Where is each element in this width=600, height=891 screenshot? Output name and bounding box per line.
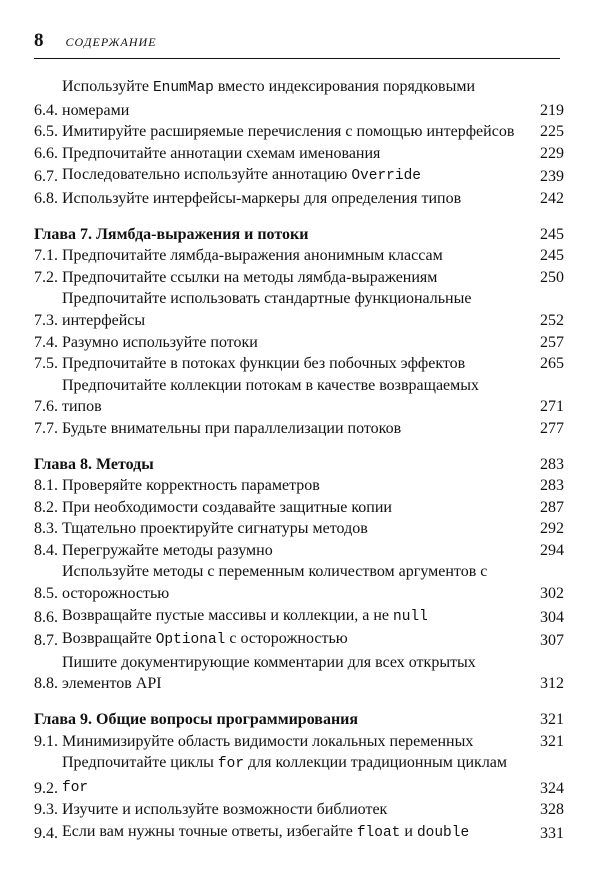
entry-title: Предпочитайте ссылки на методы лямбда-выражениям bbox=[62, 268, 438, 286]
toc-entry-6-4[interactable] bbox=[34, 76, 564, 121]
entry-title: Тщательно проектируйте сигнатуры методов bbox=[62, 520, 368, 538]
toc-entry-8-3[interactable] bbox=[34, 518, 564, 540]
code-term: EnumMap bbox=[152, 80, 214, 96]
entry-number: 9.2. bbox=[34, 779, 58, 797]
entry-title: Предпочитайте в потоках функции без побочных эффектов bbox=[62, 355, 466, 373]
entry-number: 7.4. bbox=[34, 333, 58, 351]
entry-title: Предпочитайте аннотации схемам именования bbox=[62, 144, 381, 162]
table-of-contents bbox=[34, 76, 564, 859]
entry-number: 9.1. bbox=[34, 732, 58, 750]
toc-entry-8-6[interactable] bbox=[34, 605, 564, 629]
entry-title: Минимизируйте область видимости локальных переменных bbox=[62, 732, 474, 750]
entry-page: 312 bbox=[540, 675, 564, 693]
toc-entry-8-8[interactable] bbox=[34, 652, 564, 695]
entry-title: Используйте методы с переменным количеством аргументов с осторожностью bbox=[62, 563, 488, 603]
entry-number: 8.6. bbox=[34, 608, 58, 626]
entry-title: Последовательно используйте аннотацию Override bbox=[62, 166, 421, 185]
toc-entry-9-2[interactable] bbox=[34, 752, 564, 799]
entry-title: Пишите документирующие комментарии для всех открытых элементов API bbox=[62, 653, 476, 693]
chapter-title: Глава 8. Методы bbox=[34, 455, 154, 473]
chapter-6-section bbox=[34, 76, 564, 210]
page-number: 8 bbox=[34, 30, 44, 51]
entry-page: 250 bbox=[540, 268, 564, 286]
toc-entry-6-6[interactable] bbox=[34, 143, 564, 165]
toc-entry-6-8[interactable] bbox=[34, 188, 564, 210]
toc-entry-8-2[interactable] bbox=[34, 497, 564, 519]
entry-page: 257 bbox=[540, 333, 564, 351]
entry-number: 7.7. bbox=[34, 419, 58, 437]
entry-title: Используйте интерфейсы-маркеры для определения типов bbox=[62, 189, 462, 207]
entry-title: Возвращайте Optional с осторожностью bbox=[62, 630, 348, 649]
chapter-page: 321 bbox=[540, 711, 564, 729]
entry-title: Изучите и используйте возможности библиотек bbox=[62, 801, 388, 819]
code-term: null bbox=[393, 608, 428, 625]
entry-title: Предпочитайте циклы for для коллекции традиционным циклам for bbox=[62, 754, 508, 796]
entry-page: 242 bbox=[540, 189, 564, 207]
entry-title: Разумно используйте потоки bbox=[62, 333, 258, 351]
header-rule bbox=[34, 58, 560, 59]
code-term: for bbox=[217, 756, 245, 773]
code-term: Override bbox=[351, 168, 421, 185]
entry-number: 6.7. bbox=[34, 168, 58, 186]
toc-entry-7-4[interactable] bbox=[34, 332, 564, 354]
entry-number: 7.2. bbox=[34, 268, 58, 286]
entry-title: Будьте внимательны при параллелизации потоков bbox=[62, 419, 402, 437]
code-term: double bbox=[416, 825, 470, 841]
entry-number: 8.5. bbox=[34, 585, 58, 603]
chapter-page: 245 bbox=[540, 225, 564, 243]
entry-number: 6.4. bbox=[34, 101, 58, 119]
entry-page: 277 bbox=[540, 419, 564, 437]
toc-entry-6-7[interactable] bbox=[34, 164, 564, 188]
entry-page: 304 bbox=[540, 608, 564, 626]
entry-page: 225 bbox=[540, 123, 564, 141]
entry-page: 283 bbox=[540, 477, 564, 495]
toc-entry-9-1[interactable] bbox=[34, 731, 564, 753]
toc-entry-7-2[interactable] bbox=[34, 267, 564, 289]
entry-number: 9.4. bbox=[34, 825, 58, 842]
entry-page: 239 bbox=[540, 168, 564, 186]
entry-title: Если вам нужны точные ответы, избегайте float и double bbox=[62, 823, 470, 841]
toc-entry-9-4[interactable] bbox=[34, 821, 564, 845]
entry-title: Перегружайте методы разумно bbox=[62, 541, 273, 559]
entry-title: Возвращайте пустые массивы и коллекции, а не null bbox=[62, 606, 428, 625]
running-title: СОДЕРЖАНИЕ bbox=[65, 35, 157, 49]
entry-page: 324 bbox=[540, 779, 564, 797]
entry-number: 8.4. bbox=[34, 541, 58, 559]
toc-entry-8-4[interactable] bbox=[34, 540, 564, 562]
toc-entry-8-5[interactable] bbox=[34, 561, 564, 604]
entry-title: Предпочитайте лямбда-выражения анонимным классам bbox=[62, 247, 443, 265]
entry-number: 6.6. bbox=[34, 144, 58, 162]
entry-page: 294 bbox=[540, 541, 564, 559]
entry-number: 7.3. bbox=[34, 311, 58, 329]
page-header bbox=[34, 30, 560, 52]
entry-number: 7.5. bbox=[34, 355, 58, 373]
entry-number: 8.7. bbox=[34, 632, 58, 650]
entry-title: Имитируйте расширяемые перечисления с помощью интерфейсов bbox=[62, 123, 515, 141]
entry-number: 7.1. bbox=[34, 247, 58, 265]
entry-number: 7.6. bbox=[34, 398, 58, 416]
entry-number: 8.2. bbox=[34, 498, 58, 516]
entry-page: 229 bbox=[540, 144, 564, 162]
toc-entry-8-1[interactable] bbox=[34, 475, 564, 497]
entry-page: 331 bbox=[540, 825, 564, 842]
entry-page: 302 bbox=[540, 585, 564, 603]
chapter-7-heading[interactable] bbox=[34, 224, 564, 246]
entry-page: 219 bbox=[540, 101, 564, 119]
entry-title: Используйте EnumMap вместо индексирования порядковыми номерами bbox=[62, 78, 475, 119]
entry-page: 245 bbox=[540, 247, 564, 265]
entry-number: 8.8. bbox=[34, 675, 58, 693]
entry-number: 6.8. bbox=[34, 189, 58, 207]
chapter-8-section bbox=[34, 454, 564, 696]
entry-page: 287 bbox=[540, 498, 564, 516]
entry-number: 6.5. bbox=[34, 123, 58, 141]
code-term: Optional bbox=[155, 632, 226, 649]
entry-title: Проверяйте корректность параметров bbox=[62, 477, 320, 495]
chapter-title: Глава 7. Лямбда-выражения и потоки bbox=[34, 225, 309, 243]
entry-title: Предпочитайте коллекции потокам в качестве возвращаемых типов bbox=[62, 376, 480, 416]
code-term: for bbox=[62, 779, 89, 796]
entry-number: 8.1. bbox=[34, 477, 58, 495]
entry-page: 265 bbox=[540, 355, 564, 373]
chapter-7-section bbox=[34, 224, 564, 440]
toc-entry-8-7[interactable] bbox=[34, 628, 564, 652]
toc-entry-7-1[interactable] bbox=[34, 245, 564, 267]
entry-title: Предпочитайте использовать стандартные функциональные интерфейсы bbox=[62, 290, 472, 329]
toc-entry-9-3[interactable] bbox=[34, 799, 564, 821]
entry-page: 292 bbox=[540, 520, 564, 538]
entry-page: 271 bbox=[540, 398, 564, 416]
entry-page: 321 bbox=[540, 732, 564, 750]
entry-title: При необходимости создавайте защитные копии bbox=[62, 498, 392, 516]
toc-entry-7-6[interactable] bbox=[34, 375, 564, 418]
entry-number: 8.3. bbox=[34, 520, 58, 538]
code-term: float bbox=[356, 825, 401, 841]
toc-entry-7-7[interactable] bbox=[34, 418, 564, 440]
entry-page: 307 bbox=[540, 632, 564, 650]
entry-page: 252 bbox=[540, 311, 564, 329]
chapter-8-heading[interactable] bbox=[34, 454, 564, 476]
chapter-9-heading[interactable] bbox=[34, 709, 564, 731]
chapter-title: Глава 9. Общие вопросы программирования bbox=[34, 711, 359, 729]
entry-number: 9.3. bbox=[34, 801, 58, 819]
chapter-9-section bbox=[34, 709, 564, 845]
toc-entry-6-5[interactable] bbox=[34, 121, 564, 143]
entry-page: 328 bbox=[540, 801, 564, 819]
toc-entry-7-5[interactable] bbox=[34, 353, 564, 375]
chapter-page: 283 bbox=[540, 455, 564, 473]
toc-entry-7-3[interactable] bbox=[34, 288, 564, 331]
